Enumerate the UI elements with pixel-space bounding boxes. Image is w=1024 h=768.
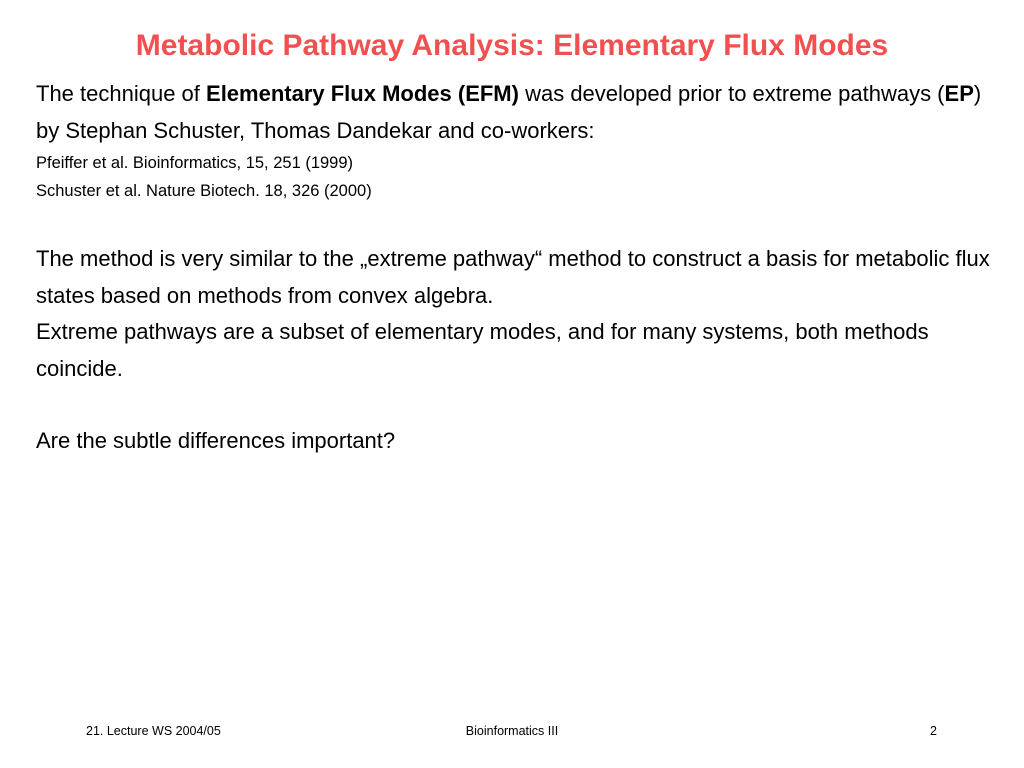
method-paragraph: The method is very similar to the „extreme pathway“ method to construct a basis for metabolic flux states based on methods from convex algebra. bbox=[36, 246, 990, 308]
footer-course: Bioinformatics III bbox=[465, 724, 559, 738]
reference-schuster: Schuster et al. Nature Biotech. 18, 326 (2000) bbox=[36, 182, 372, 200]
efm-term: Elementary Flux Modes (EFM) bbox=[206, 81, 519, 106]
footer-lecture: 21. Lecture WS 2004/05 bbox=[86, 724, 221, 738]
reference-pfeiffer: Pfeiffer et al. Bioinformatics, 15, 251 (1999) bbox=[36, 154, 354, 172]
ep-term: EP bbox=[944, 81, 974, 106]
intro-text-2: was developed prior to extreme pathways ( bbox=[518, 81, 945, 106]
spacer bbox=[36, 205, 996, 241]
subset-paragraph: Extreme pathways are a subset of elementary modes, and for many systems, both methods coincide. bbox=[36, 319, 929, 381]
question-paragraph: Are the subtle differences important? bbox=[36, 428, 396, 453]
intro-text-1: The technique of bbox=[36, 81, 207, 106]
spacer bbox=[36, 387, 996, 423]
intro-text-3: ) by Stephan Schuster, Thomas Dandekar and co-workers: bbox=[36, 81, 982, 143]
slide-title: Metabolic Pathway Analysis: Elementary Flux Modes bbox=[135, 29, 889, 62]
slide-body bbox=[36, 76, 996, 460]
intro-paragraph bbox=[36, 76, 996, 149]
footer-page-number: 2 bbox=[930, 724, 937, 738]
